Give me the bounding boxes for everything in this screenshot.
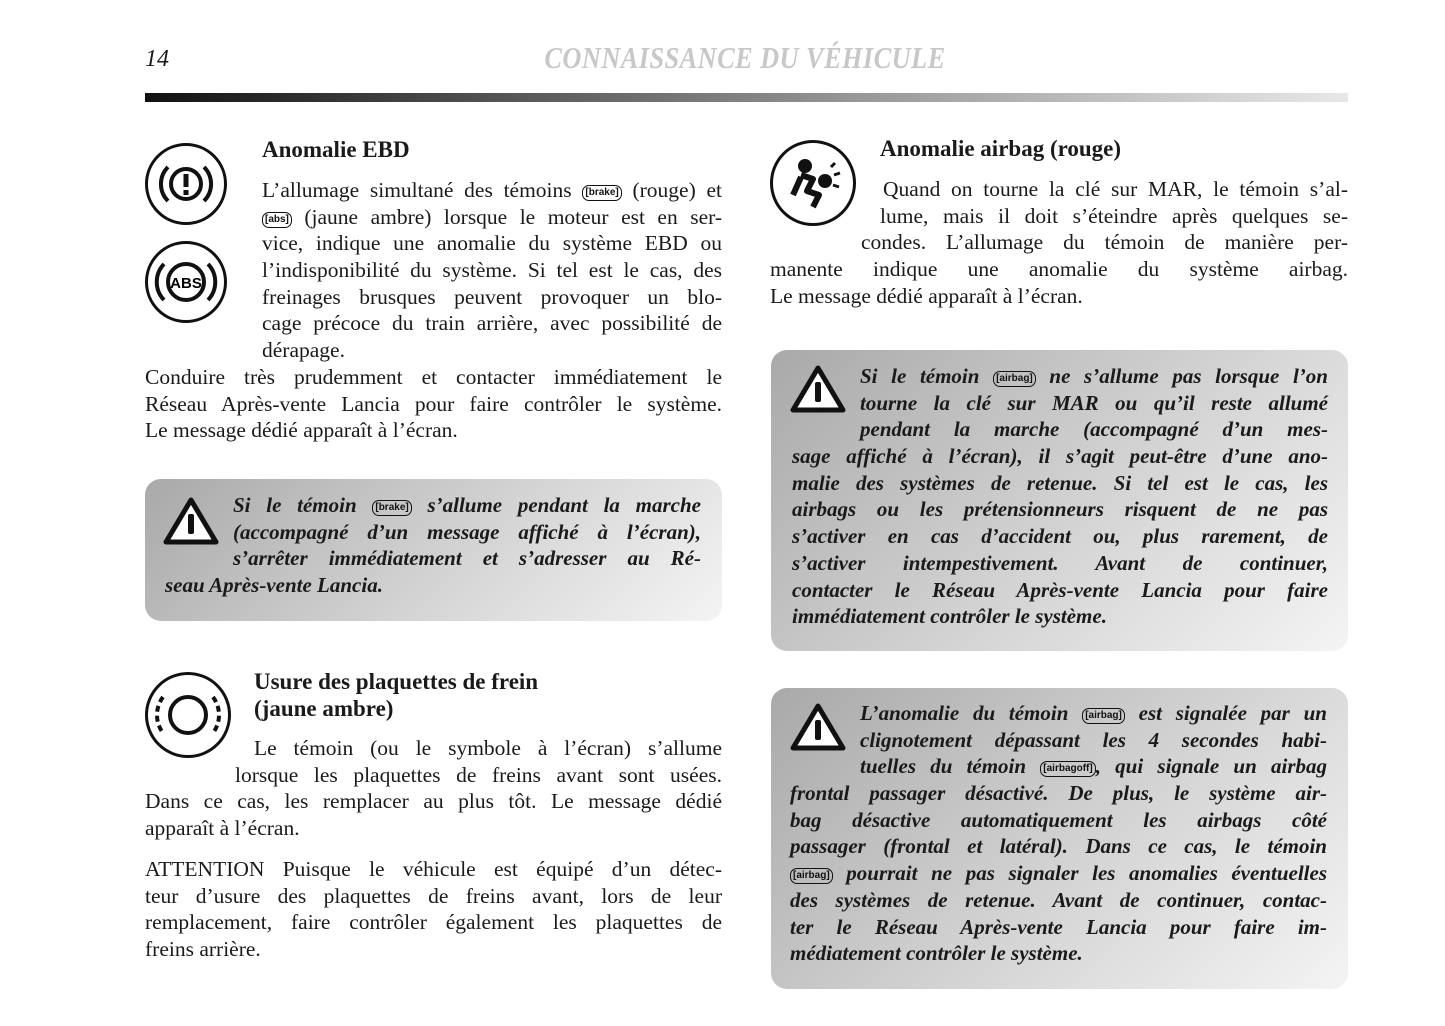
text-line: des systèmes de retenue. Avant de continuer, contac- bbox=[790, 887, 1327, 912]
airbag-warning-icon: [airbag] bbox=[790, 868, 833, 884]
text-line: L’anomalie du témoin [airbag] est signalée par un bbox=[860, 701, 1327, 725]
text-line: médiatement contrôler le système. bbox=[790, 941, 1083, 966]
text-line: Réseau Après-vente Lancia pour faire contrôler le système. bbox=[145, 391, 722, 416]
ebd-warning-text bbox=[165, 492, 701, 599]
abs-warning-icon: [abs] bbox=[262, 212, 292, 228]
text-line: remplacement, faire contrôler également les plaquettes de bbox=[145, 910, 722, 935]
ebd-title: Anomalie EBD bbox=[262, 137, 410, 162]
text-line: Le message dédié apparaît à l’écran. bbox=[145, 418, 458, 443]
text-line: ter le Réseau Après-vente Lancia pour faire im- bbox=[790, 914, 1327, 939]
pads-paragraph bbox=[145, 735, 722, 842]
text-line: manente indique une anomalie du système airbag. bbox=[770, 257, 1348, 282]
text-line: clignotement dépassant les 4 secondes habi- bbox=[860, 727, 1327, 752]
text-line: Dans ce cas, les remplacer au plus tôt. Le message dédié bbox=[145, 789, 722, 814]
text-line: frontal passager désactivé. De plus, le système air- bbox=[790, 781, 1327, 806]
text-line: freins arrière. bbox=[145, 937, 261, 962]
text-line: pendant la marche (accompagné d’un mes- bbox=[860, 417, 1328, 442]
text-line: Quand on tourne la clé sur MAR, le témoin s’al- bbox=[883, 177, 1348, 201]
airbag-warning-icon: [airbag] bbox=[993, 371, 1036, 387]
text-line: dérapage. bbox=[262, 338, 345, 363]
text-line: tuelles du témoin [airbagoff] , qui signale un airbag bbox=[860, 754, 1327, 779]
text-line: [airbag] pourrait ne pas signaler les anomalies éventuelles bbox=[790, 860, 1327, 887]
text-line: tourne la clé sur MAR ou qu’il reste allumé bbox=[860, 390, 1328, 415]
text-line: vice, indique une anomalie du système EBD ou bbox=[262, 231, 722, 256]
text-line: ATTENTION Puisque le véhicule est équipé d’un détec- bbox=[145, 857, 722, 881]
pads-title-line: Usure des plaquettes de frein bbox=[254, 669, 539, 694]
text-line: Conduire très prudemment et contacter immédiatement le bbox=[145, 365, 722, 389]
text-line: L’allumage simultané des témoins [brake] (rouge) et bbox=[262, 178, 723, 202]
ebd-intro-paragraph bbox=[262, 177, 722, 364]
text-line: condes. L’allumage du témoin de manière per- bbox=[861, 230, 1348, 255]
text-line: seau Après-vente Lancia. bbox=[165, 573, 383, 598]
text-line: s’activer intempestivement. Avant de continuer, bbox=[792, 550, 1328, 575]
text-line: Le message dédié apparaît à l’écran. bbox=[770, 283, 1083, 308]
pads-title bbox=[254, 668, 538, 722]
text-line: s’arrêter immédiatement et s’adresser au Ré- bbox=[233, 546, 701, 571]
abs-warning-icon bbox=[145, 241, 227, 323]
text-line: (accompagné d’un message affiché à l’écran), bbox=[233, 519, 701, 544]
running-title: CONNAISSANCE DU VÉHICULE bbox=[544, 40, 946, 75]
page-number: 14 bbox=[145, 46, 169, 72]
text-line: Si le témoin [brake] s’allume pendant la marche bbox=[233, 493, 701, 517]
ebd-follow-paragraph bbox=[145, 364, 722, 444]
text-line: lorsque les plaquettes de freins avant sont usées. bbox=[235, 762, 722, 787]
airbag-warning-text-1 bbox=[792, 363, 1328, 630]
text-line: [abs] (jaune ambre) lorsque le moteur est en ser- bbox=[262, 204, 722, 231]
text-line: cage précoce du train arrière, avec possibilité de bbox=[262, 311, 722, 336]
text-line: Le témoin (ou le symbole à l’écran) s’allume bbox=[254, 736, 722, 760]
text-line: teur d’usure des plaquettes de freins avant, lors de leur bbox=[145, 883, 722, 908]
text-line: s’activer en cas d’accident ou, plus rarement, de bbox=[792, 524, 1328, 549]
text-line: l’indisponibilité du système. Si tel est le cas, des bbox=[262, 258, 722, 283]
header-rule bbox=[145, 93, 1348, 102]
brake-warning-icon bbox=[145, 143, 227, 225]
pads-attention-paragraph bbox=[145, 856, 722, 963]
airbag-title: Anomalie airbag (rouge) bbox=[880, 136, 1122, 161]
airbag-warning-text-2 bbox=[790, 700, 1327, 967]
text-line: bag désactive automatiquement les airbags côté bbox=[790, 807, 1327, 832]
text-line: immédiatement contrôler le système. bbox=[792, 604, 1107, 629]
text-line: lume, mais il doit s’éteindre après quelques se- bbox=[880, 203, 1348, 228]
airbag-off-icon: [airbagoff] bbox=[1040, 761, 1095, 777]
text-line: apparaît à l’écran. bbox=[145, 816, 300, 841]
brake-warning-icon: [brake] bbox=[582, 185, 621, 201]
text-line: airbags ou les prétensionneurs risquent de ne pas bbox=[792, 497, 1328, 522]
text-line: passager (frontal et latéral). Dans ce cas, le témoin bbox=[790, 834, 1327, 859]
brake-warning-icon: [brake] bbox=[372, 500, 411, 516]
text-line: sage affiché à l’écran), il s’agit peut-être d’une ano- bbox=[792, 444, 1328, 469]
text-line: Si le témoin [airbag] ne s’allume pas lorsque l’on bbox=[860, 364, 1328, 388]
airbag-warning-icon: [airbag] bbox=[1082, 708, 1125, 724]
airbag-paragraph bbox=[770, 176, 1348, 309]
pads-title-line: (jaune ambre) bbox=[254, 696, 394, 721]
text-line: malie des systèmes de retenue. Si tel est le cas, les bbox=[792, 470, 1328, 495]
svg-text:ABS: ABS bbox=[170, 275, 202, 292]
text-line: contacter le Réseau Après-vente Lancia pour faire bbox=[792, 577, 1328, 602]
text-line: freinages brusques peuvent provoquer un blo- bbox=[262, 284, 722, 309]
